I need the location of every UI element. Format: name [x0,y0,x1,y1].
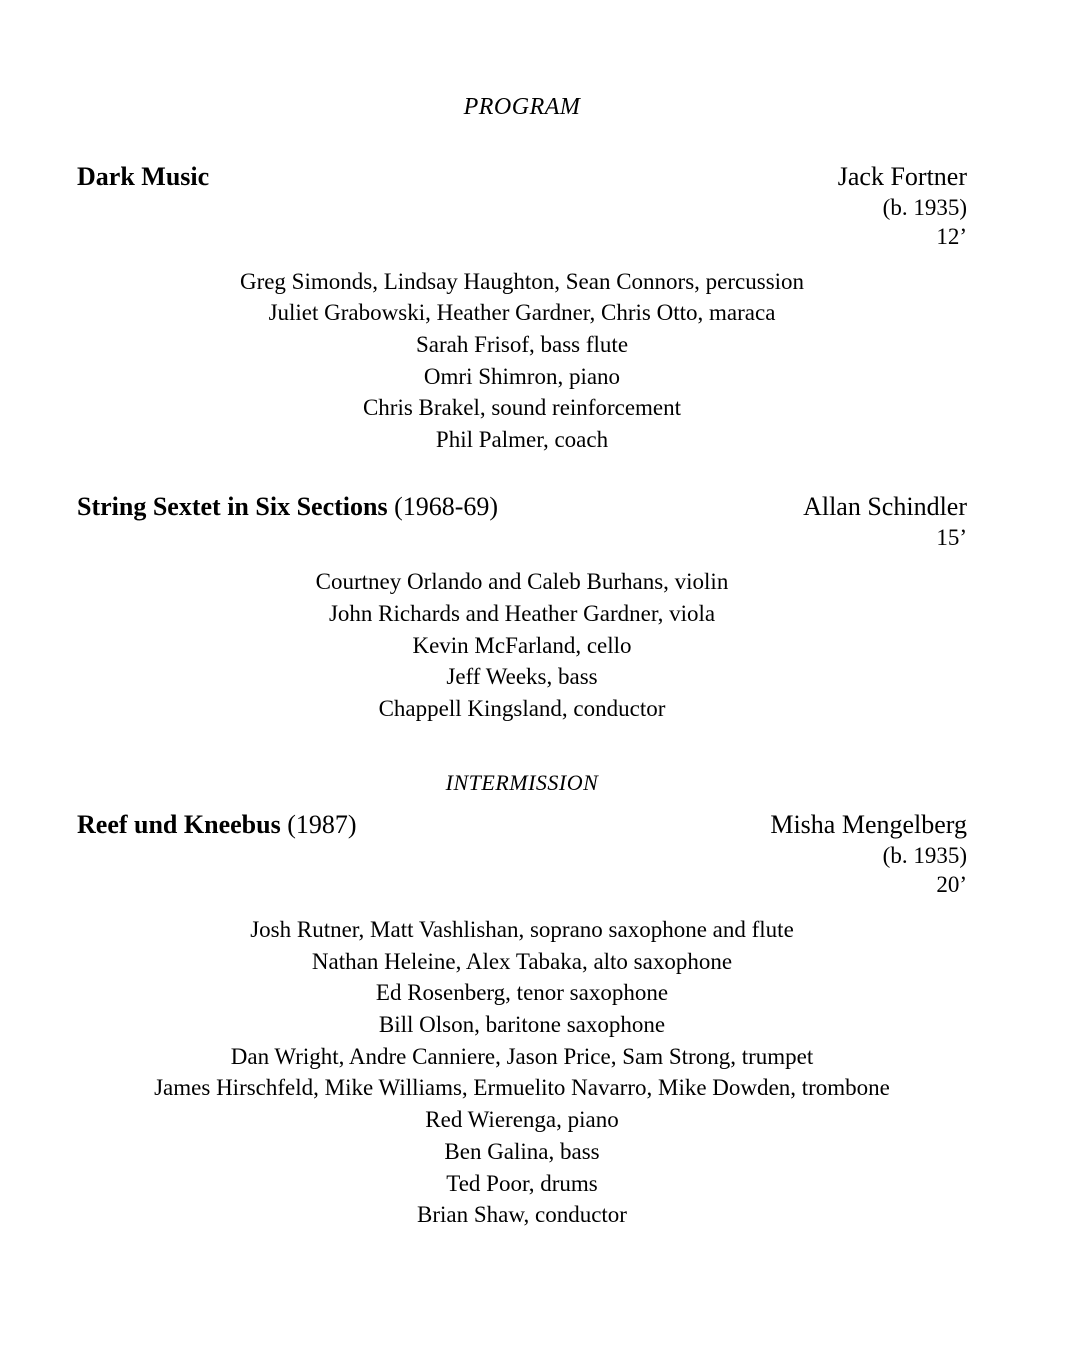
performer-line: Chappell Kingsland, conductor [378,696,666,721]
work-header [77,810,967,900]
work-entry-dark-music [77,162,967,456]
performer-line: Sarah Frisof, bass flute [415,332,629,358]
composer-birth-year: (b. 1935) [882,194,967,220]
work-year: (1968-69) [394,491,499,521]
work-header [77,492,967,552]
performer-list [77,566,967,725]
composer-name: Misha Mengelberg [770,810,967,840]
intermission-label: INTERMISSION [445,769,599,795]
performer-line: Jeff Weeks, bass [446,664,598,690]
performer-line: Brian Shaw, conductor [417,1202,627,1228]
work-year: (1987) [287,810,357,840]
work-duration: 15’ [936,524,967,550]
composer-birth-year: (b. 1935) [882,842,967,868]
work-header [77,162,967,252]
performer-line: Greg Simonds, Lindsay Haughton, Sean Connors, percussion [239,268,805,294]
composer-name: Jack Fortner [837,162,967,191]
work-title-text: Reef und Kneebus [77,810,281,840]
performer-line: Courtney Orlando and Caleb Burhans, violin [315,569,729,595]
work-title [77,162,209,193]
performer-line: Bill Olson, baritone saxophone [378,1011,666,1037]
performer-line: Juliet Grabowski, Heather Gardner, Chris Otto, maraca [268,300,776,326]
performer-line: Omri Shimron, piano [423,363,621,389]
work-title-text: Dark Music [77,162,210,191]
performer-line: John Richards and Heather Gardner, viola [328,600,716,626]
page-title: PROGRAM [463,94,581,120]
performer-line: James Hirschfeld, Mike Williams, Ermuelito Navarro, Mike Dowden, trombone [154,1075,890,1101]
composer-name: Allan Schindler [803,491,967,521]
work-entry-string-sextet [77,492,967,725]
performer-line: Phil Palmer, coach [435,427,609,453]
work-title [77,810,357,841]
performer-line: Red Wierenga, piano [425,1107,619,1133]
work-credit [838,162,967,252]
work-title [77,492,498,523]
performer-line: Dan Wright, Andre Canniere, Jason Price, Sam Strong, trumpet [230,1043,814,1069]
program-content [77,92,967,1257]
work-duration: 12’ [936,224,967,250]
work-credit [803,492,967,552]
performer-line: Ted Poor, drums [446,1170,598,1196]
performer-line: Nathan Heleine, Alex Tabaka, alto saxophone [311,948,733,974]
performer-line: Josh Rutner, Matt Vashlishan, soprano saxophone and flute [250,916,794,942]
performer-line: Ben Galina, bass [444,1138,600,1164]
performer-line: Chris Brakel, sound reinforcement [362,395,682,421]
performer-line: Kevin McFarland, cello [412,632,632,658]
work-title-text: String Sextet in Six Sections [77,491,388,521]
work-entry-reef-und-kneebus [77,810,967,1231]
performer-list [77,266,967,456]
work-duration: 20’ [936,872,967,898]
performer-list [77,914,967,1231]
performer-line: Ed Rosenberg, tenor saxophone [375,980,669,1006]
section-spacer [77,482,967,492]
work-credit [770,810,967,900]
